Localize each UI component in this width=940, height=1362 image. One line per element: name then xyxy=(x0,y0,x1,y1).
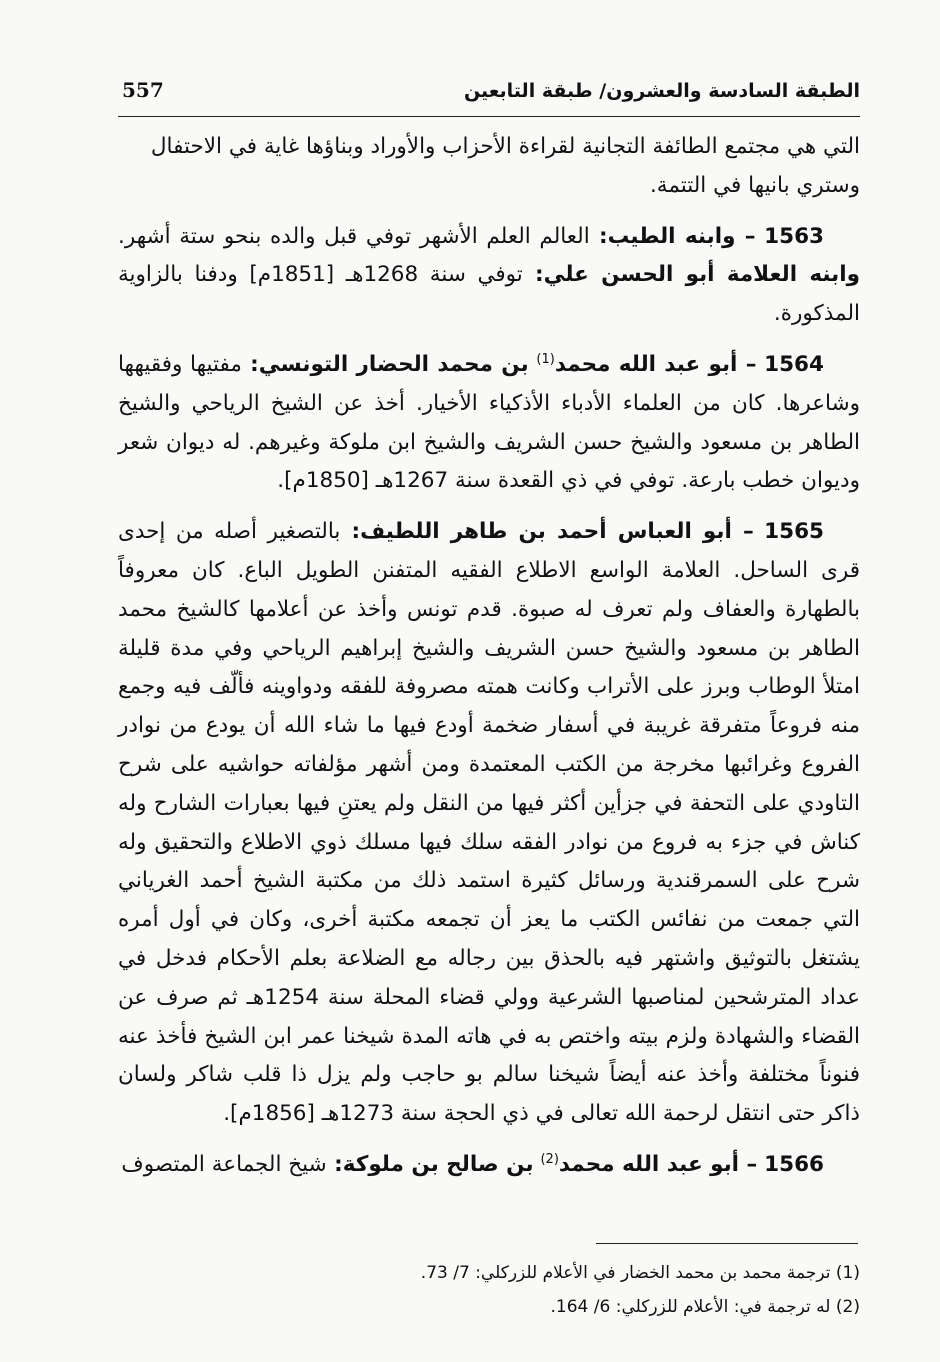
page-body xyxy=(118,128,860,1197)
text-line: وستري بانيها في التتمة. xyxy=(649,172,860,198)
entry-number: 1565 xyxy=(764,519,824,545)
entry-1564: 1564 – أبو عبد الله محمد$^{(1)}$ بن محمد الحضار التونسي: مفتيها وفقيهها وشاعرها. كان من العلماء الأدباء الأذكياء الأخيار. أخذ عن الشيخ الرياحي والشيخ الطاهر بن مسعود والشيخ حسن الشريف والشيخ ابن ملوكة وغيرهم. له ديوان شعر وديوان خطب بارعة. توفي في ذي القعدة سنة 1267هـ [1850م]. xyxy=(118,351,860,494)
entry-1566: 1566 – أبو عبد الله محمد$^{(2)}$ بن صالح بن ملوكة: شيخ الجماعة المتصوف xyxy=(121,1151,824,1177)
entry-heading: أبو العباس أحمد بن طاهر اللطيف xyxy=(360,519,732,545)
footnote-marker: (2) xyxy=(835,1297,860,1317)
entry-number: 1564 xyxy=(764,351,824,377)
entry-heading-tail: بن صالح بن ملوكة xyxy=(342,1151,534,1177)
entry-subheading: وابنه العلامة أبو الحسن علي xyxy=(543,262,860,288)
footnote-divider xyxy=(596,1243,858,1244)
footnote-marker: (1) xyxy=(536,351,555,367)
footnote-1 xyxy=(300,1256,860,1290)
entry-number: 1563 xyxy=(764,223,824,249)
paragraph-continuation xyxy=(118,128,860,206)
entry-heading: وابنه الطيب xyxy=(607,223,736,249)
entry-heading-tail: بن محمد الحضار التونسي xyxy=(258,351,529,377)
entry-text: شيخ الجماعة المتصوف xyxy=(121,1151,327,1177)
footnotes xyxy=(300,1256,860,1324)
text-line: التي هي مجتمع الطائفة التجانية لقراءة الأحزاب والأوراد وبناؤها غاية في الاحتفال xyxy=(150,134,860,159)
footnote-text: ترجمة محمد بن محمد الخضار في الأعلام للزركلي: 7/ 73. xyxy=(420,1263,831,1283)
entry-text: مفتيها وفقيهها وشاعرها. كان من العلماء الأدباء الأذكياء الأخيار. أخذ عن الشيخ الرياحي والشيخ الطاهر بن مسعود والشيخ حسن الشريف والشيخ ابن ملوكة وغيرهم. له ديوان شعر وديوان خطب بارعة. توفي في ذي القعدة سنة 1267هـ [1850م]. xyxy=(118,351,860,494)
footnote-marker: (2) xyxy=(540,1151,559,1167)
entry-heading: أبو عبد الله محمد xyxy=(554,351,738,377)
footnote-2 xyxy=(300,1290,860,1324)
entry-1565: 1565 – أبو العباس أحمد بن طاهر اللطيف: بالتصغير أصله من إحدى قرى الساحل. العلامة الواسع الاطلاع الفقيه المتفنن الطويل الباع. كان معروفاً بالطهارة والعفاف ولم تعرف له صبوة. قدم تونس وأخذ عن أعلامها كالشيخ محمد الطاهر بن مسعود والشيخ حسن الشريف والشيخ إبراهيم الرياحي وفي مدة قليلة امتلأ الوطاب وبرز على الأتراب وكانت همته مصروفة للفقه ودواوينه فألّف فيه وجمع منه فروعاً متفرقة غريبة في أسفار ضخمة أودع فيها ما شاء الله أن يودع من نوادر الفروع وغرائبها مخرجة من الكتب المعتمدة ومن أشهر مؤلفاته حواشيه على شرح التاودي على التحفة في جزأين أكثر فيها من النقل ولم يعتنِ فيها بعبارات الشارح وله كناش في جزء به فروع من نوادر الفقه سلك فيها مسلك ذوي الاطلاع والتحقيق وله شرح على السمرقندية ورسائل كثيرة استمد ذلك من مكتبة الشيخ أحمد الغرياني التي جمعت من نفائس الكتب ما يعز أن تجمعه مكتبة أخرى، وكان في أول أمره يشتغل بالتوثيق واشتهر فيه بالحذق بين رجاله مع الضلاعة بعلم الأحكام فدخل في عداد المترشحين لمناصبها الشرعية وولي قضاء المحلة سنة 1254هـ ثم صرف عن القضاء والشهادة ولزم بيته واختص به في هاته المدة شيخنا عمر ابن الشيخ فأخذ عنه فنوناً مختلفة وأخذ عنه أيضاً شيخنا سالم بو حاجب ولم يزل ذا قلب شاكر ولسان ذاكر حتى انتقل لرحمة الله تعالى في ذي الحجة سنة 1273هـ [1856م]. xyxy=(118,519,860,1127)
entry-heading: أبو عبد الله محمد xyxy=(558,1151,740,1177)
footnote-text: له ترجمة في: الأعلام للزركلي: 6/ 164. xyxy=(550,1297,831,1317)
running-title: الطبقة السادسة والعشرون/ طبقة التابعين xyxy=(463,80,860,102)
entry-number: 1566 xyxy=(764,1151,824,1177)
entry-text: بالتصغير أصله من إحدى قرى الساحل. العلامة الواسع الاطلاع الفقيه المتفنن الطويل الباع. كان معروفاً بالطهارة والعفاف ولم تعرف له صبوة. قدم تونس وأخذ عن أعلامها كالشيخ محمد الطاهر بن مسعود والشيخ حسن الشريف والشيخ إبراهيم الرياحي وفي مدة قليلة امتلأ الوطاب وبرز على الأتراب وكانت همته مصروفة للفقه ودواوينه فألّف فيه وجمع منه فروعاً متفرقة غريبة في أسفار ضخمة أودع فيها ما شاء الله أن يودع من نوادر الفروع وغرائبها مخرجة من الكتب المعتمدة ومن أشهر مؤلفاته حواشيه على شرح التاودي على التحفة في جزأين أكثر فيها من النقل ولم يعتنِ فيها بعبارات الشارح وله كناش في جزء به فروع من نوادر الفقه سلك فيها مسلك ذوي الاطلاع والتحقيق وله شرح على السمرقندية ورسائل كثيرة استمد ذلك من مكتبة الشيخ أحمد الغرياني التي جمعت من نفائس الكتب ما يعز أن تجمعه مكتبة أخرى، وكان في أول أمره يشتغل بالتوثيق واشتهر فيه بالحذق بين رجاله مع الضلاعة بعلم الأحكام فدخل في عداد المترشحين لمناصبها الشرعية وولي قضاء المحلة سنة 1254هـ ثم صرف عن القضاء والشهادة ولزم بيته واختص به في هاته المدة شيخنا عمر ابن الشيخ فأخذ عنه فنوناً مختلفة وأخذ عنه أيضاً شيخنا سالم بو حاجب ولم يزل ذا قلب شاكر ولسان ذاكر حتى انتقل لرحمة الله تعالى في ذي الحجة سنة 1273هـ [1856م]. xyxy=(118,519,860,1127)
page-number: 557 xyxy=(122,78,164,102)
entry-subtext: توفي سنة 1268هـ [1851م] ودفنا بالزاوية المذكورة. xyxy=(118,262,860,327)
footnote-marker: (1) xyxy=(835,1263,860,1283)
entry-1563: 1563 – وابنه الطيب: العالم العلم الأشهر توفي قبل والده بنحو ستة أشهر. وابنه العلامة أبو الحسن علي: توفي سنة 1268هـ [1851م] ودفنا بالزاوية المذكورة. xyxy=(118,223,860,327)
page-header xyxy=(118,76,860,117)
entry-text: العالم العلم الأشهر توفي قبل والده بنحو ستة أشهر. xyxy=(118,223,590,249)
